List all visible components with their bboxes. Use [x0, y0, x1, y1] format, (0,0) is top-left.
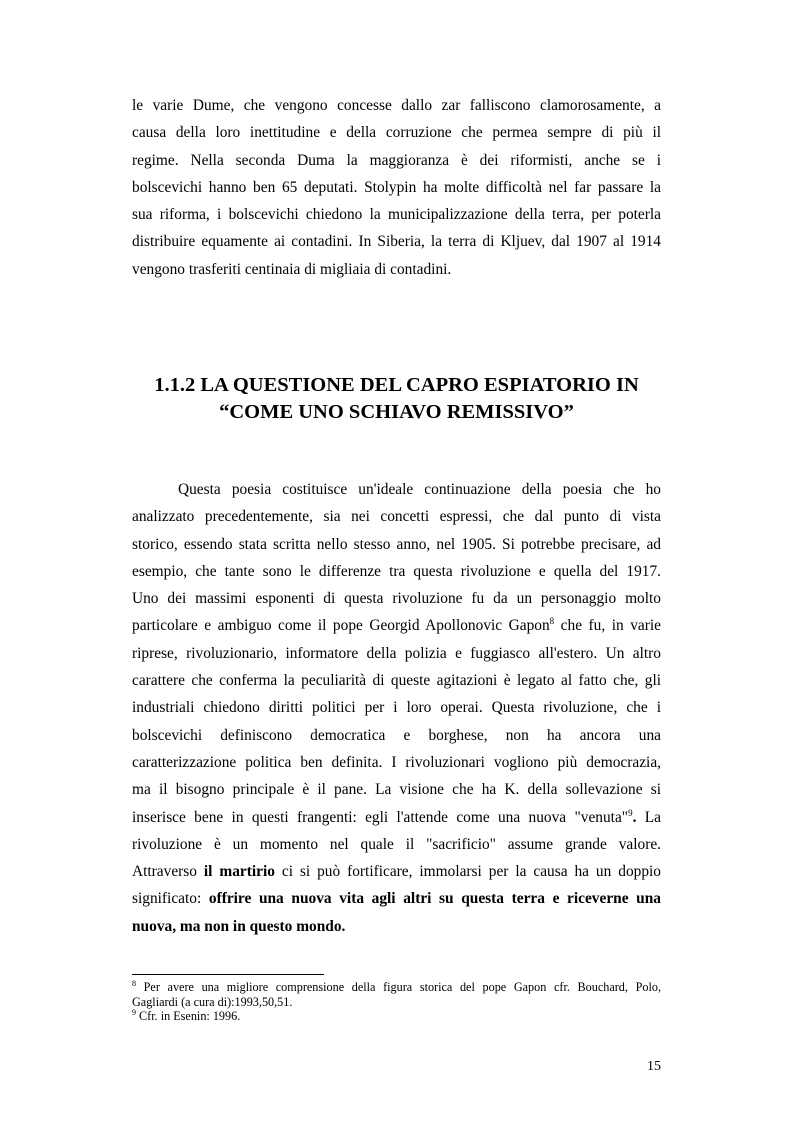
text-line: le varie Dume, che vengono concesse dallo zar falliscono clamorosamente, a [132, 97, 661, 114]
text-line: distribuire equamente ai contadini. In Siberia, la terra di Kljuev, dal 1907 al 1914 [132, 233, 661, 251]
text-line: carattere che conferma la peculiarità di queste agitazioni è legato al fatto che, gli [132, 672, 661, 690]
text-line: bolscevichi definiscono democratica e borghese, non ha ancora una [132, 726, 661, 744]
text-segment: che fu, in varie [554, 617, 661, 635]
footnotes [132, 980, 661, 1024]
text-line [132, 804, 661, 831]
text-segment: inserisce bene in questi frangenti: egli l'attende come una nuova "venuta" [132, 808, 629, 826]
text-line: causa della loro inettitudine e della corruzione che permea sempre di più il [132, 124, 661, 142]
text-line: riprese, rivoluzionario, informatore della polizia e fuggiasco all'estero. Un altro [132, 644, 661, 662]
text-segment: significato: [132, 890, 209, 908]
bold-phrase: nuova, ma non in questo mondo. [132, 917, 346, 935]
text-line [132, 612, 661, 639]
footnote-9 [132, 1009, 661, 1024]
text-line: Uno dei massimi esponenti di questa rivoluzione fu da un personaggio molto [132, 590, 661, 608]
footnote-number: 8 [132, 978, 136, 988]
text-line: regime. Nella seconda Duma la maggioranza è dei riformisti, anche se i [132, 151, 661, 169]
text-segment: La [636, 808, 661, 826]
footnote-number: 9 [132, 1007, 136, 1017]
page-number: 15 [647, 1059, 661, 1074]
text-line: esempio, che tante sono le differenze tra questa rivoluzione e quella del 1917. [132, 562, 661, 580]
text-line [132, 913, 661, 940]
text-line: rivoluzione è un momento nel quale il "sacrificio" assume grande valore. [132, 835, 661, 853]
heading-line-1: 1.1.2 LA QUESTIONE DEL CAPRO ESPIATORIO IN [154, 374, 639, 396]
text-line: industriali chiedono diritti politici per i loro operai. Questa rivoluzione, che i [132, 699, 661, 717]
text-line: ma il bisogno principale è il pane. La visione che ha K. della sollevazione si [132, 781, 661, 799]
bold-phrase: il martirio [203, 863, 275, 881]
paragraph-intro [132, 92, 661, 283]
paragraph-main [132, 476, 661, 940]
footnote-ref-9[interactable]: 9 [628, 807, 633, 818]
text-line: Questa poesia costituisce un'ideale continuazione della poesia che ho [178, 481, 661, 498]
text-segment: Attraverso [132, 863, 204, 881]
text-line: analizzato precedentemente, sia nei concetti espressi, che dal punto di vista [132, 508, 661, 526]
text-line: bolscevichi hanno ben 65 deputati. Stolypin ha molte difficoltà nel far passare la [132, 178, 661, 196]
footnote-text: Per avere una migliore comprensione della figura storica del pope Gapon cfr. Bouchard, Polo, [136, 980, 661, 994]
text-line: storico, essendo stata scritta nello stesso anno, nel 1905. Si potrebbe precisare, ad [132, 535, 661, 553]
footnote-8 [132, 980, 661, 995]
heading-line-2: “COME UNO SCHIAVO REMISSIVO” [219, 401, 574, 423]
text-segment: particolare e ambiguo come il pope Georgid Apollonovic Gapon [132, 617, 550, 635]
text-line [132, 858, 661, 885]
section-heading [100, 372, 693, 426]
footnote-separator [132, 974, 324, 975]
text-segment: ci si può fortificare, immolarsi per la causa ha un doppio [274, 863, 662, 881]
footnote-ref-8[interactable]: 8 [549, 616, 555, 627]
bold-period: . [632, 808, 637, 826]
text-line: caratterizzazione politica ben definita. I rivoluzionari vogliono più democrazia, [132, 753, 661, 771]
bold-phrase: offrire una nuova vita agli altri su questa terra e riceverne una [208, 890, 661, 908]
text-line [132, 885, 661, 912]
footnote-8-continued: Gagliardi (a cura di):1993,50,51. [132, 994, 293, 1009]
footnote-text: Cfr. in Esenin: 1996. [136, 1009, 241, 1023]
text-line: vengono trasferiti centinaia di migliaia di contadini. [132, 260, 452, 278]
text-line: sua riforma, i bolscevichi chiedono la municipalizzazione della terra, per poterla [132, 206, 661, 224]
